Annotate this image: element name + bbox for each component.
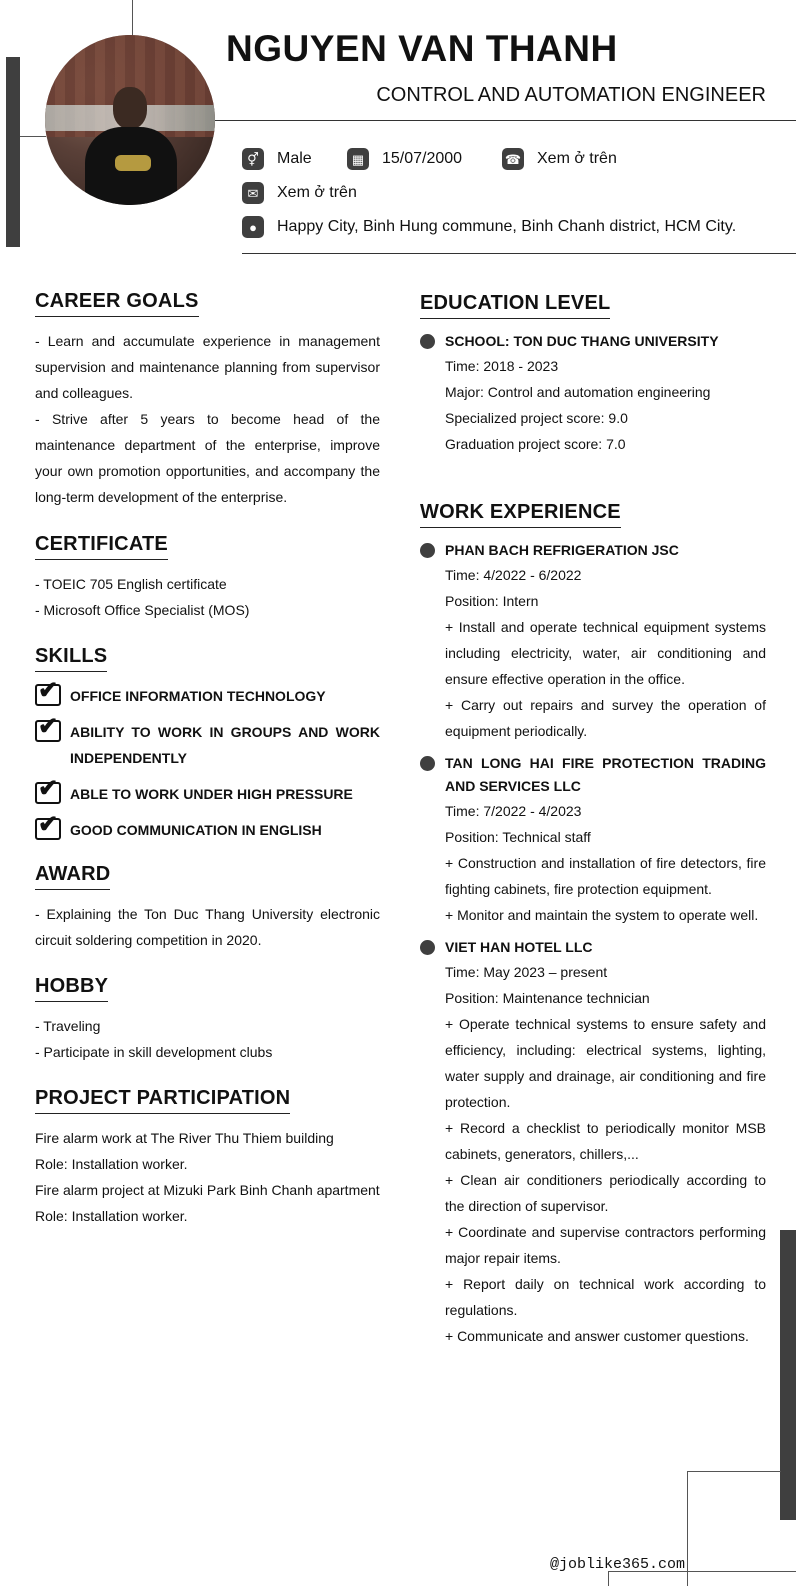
skill-label: ABILITY TO WORK IN GROUPS AND WORK INDEPENDENTLY xyxy=(70,724,380,766)
bullet-icon xyxy=(420,756,435,771)
checkbox-checked-icon: ✔ xyxy=(35,684,61,706)
address-value: Happy City, Binh Hung commune, Binh Chanh district, HCM City. xyxy=(277,218,737,235)
job-time: Time: May 2023 – present xyxy=(445,964,608,980)
hobby-item: - Participate in skill development clubs xyxy=(35,1044,273,1060)
job-time: Time: 4/2022 - 6/2022 xyxy=(445,567,582,583)
skill-label: ABLE TO WORK UNDER HIGH PRESSURE xyxy=(70,786,353,802)
job-position: Position: Technical staff xyxy=(445,829,591,845)
certificate-section xyxy=(35,533,380,623)
bullet-icon xyxy=(420,940,435,955)
watermark: @joblike365.com xyxy=(550,1556,686,1573)
job-duty: + Monitor and maintain the system to operate well. xyxy=(445,907,759,923)
section-title: EDUCATION LEVEL xyxy=(420,292,610,319)
phone-icon: ☎ xyxy=(502,148,524,170)
contact-email xyxy=(242,182,357,204)
company-name: VIET HAN HOTEL LLC xyxy=(445,939,593,955)
education-graduation-score: Graduation project score: 7.0 xyxy=(445,436,626,452)
decorative-frame xyxy=(687,1471,781,1586)
section-title: SKILLS xyxy=(35,645,107,672)
section-title: HOBBY xyxy=(35,975,108,1002)
job-duty: + Operate technical systems to ensure safety and efficiency, including: electrical systems, lighting, water supply and drainage, air conditioning and fire protection. xyxy=(445,1016,766,1110)
job-duty: + Coordinate and supervise contractors performing major repair items. xyxy=(445,1224,766,1266)
job-duty: + Install and operate technical equipment systems including electricity, water, air conditioning and ensure effective operation in the office. xyxy=(445,619,766,687)
project-item: Role: Installation worker. xyxy=(35,1208,188,1224)
right-column xyxy=(420,292,766,1349)
contact-address xyxy=(242,216,736,238)
job-duty: + Clean air conditioners periodically according to the direction of supervisor. xyxy=(445,1172,766,1214)
phone-value: Xem ở trên xyxy=(537,150,617,167)
experience-entry xyxy=(420,539,766,744)
candidate-name: NGUYEN VAN THANH xyxy=(226,28,618,69)
decorative-line xyxy=(132,0,133,36)
contact-gender xyxy=(242,148,312,170)
checkbox-checked-icon: ✔ xyxy=(35,818,61,840)
career-goal-item: - Strive after 5 years to become head of the maintenance department of the enterprise, improve your own promotion opportunities, and accompany the long-term development of the enterprise. xyxy=(35,411,380,505)
checkbox-checked-icon: ✔ xyxy=(35,782,61,804)
section-title: CAREER GOALS xyxy=(35,290,199,317)
school-name: SCHOOL: TON DUC THANG UNIVERSITY xyxy=(445,333,719,349)
location-icon: ● xyxy=(242,216,264,238)
education-project-score: Specialized project score: 9.0 xyxy=(445,410,628,426)
decorative-bar-right xyxy=(780,1230,796,1520)
project-section xyxy=(35,1087,380,1229)
divider xyxy=(242,253,796,254)
bullet-icon xyxy=(420,543,435,558)
section-title: WORK EXPERIENCE xyxy=(420,501,621,528)
education-time: Time: 2018 - 2023 xyxy=(445,358,559,374)
job-position: Position: Intern xyxy=(445,593,539,609)
checkbox-checked-icon: ✔ xyxy=(35,720,61,742)
section-title: AWARD xyxy=(35,863,110,890)
gender-value: Male xyxy=(277,150,312,167)
certificate-item: - TOEIC 705 English certificate xyxy=(35,576,227,592)
hobby-section xyxy=(35,975,380,1065)
project-item: Fire alarm work at The River Thu Thiem building xyxy=(35,1130,334,1146)
skill-label: GOOD COMMUNICATION IN ENGLISH xyxy=(70,822,322,838)
contact-dob xyxy=(347,148,462,170)
job-duty: + Record a checklist to periodically monitor MSB cabinets, generators, chillers,... xyxy=(445,1120,766,1162)
award-section xyxy=(35,863,380,953)
education-entry xyxy=(420,330,766,457)
experience-entry xyxy=(420,752,766,928)
experience-section xyxy=(420,501,766,1349)
decorative-bar-left xyxy=(6,57,20,247)
contact-phone xyxy=(502,148,617,170)
job-position: Position: Maintenance technician xyxy=(445,990,650,1006)
skill-item xyxy=(35,775,380,807)
gender-icon: ⚥ xyxy=(242,148,264,170)
company-name: PHAN BACH REFRIGERATION JSC xyxy=(445,542,679,558)
email-value: Xem ở trên xyxy=(277,184,357,201)
section-title: PROJECT PARTICIPATION xyxy=(35,1087,290,1114)
decorative-line xyxy=(20,136,46,137)
project-item: Fire alarm project at Mizuki Park Binh Chanh apartment xyxy=(35,1182,380,1198)
dob-value: 15/07/2000 xyxy=(382,150,463,167)
job-time: Time: 7/2022 - 4/2023 xyxy=(445,803,582,819)
project-item: Role: Installation worker. xyxy=(35,1156,188,1172)
job-duty: + Carry out repairs and survey the operation of equipment periodically. xyxy=(445,697,766,739)
skill-item xyxy=(35,677,380,709)
job-duty: + Construction and installation of fire detectors, fire fighting cabinets, fire protection equipment. xyxy=(445,855,766,897)
job-duty: + Report daily on technical work according to regulations. xyxy=(445,1276,766,1318)
career-goal-item: - Learn and accumulate experience in management supervision and maintenance planning from supervisor and colleagues. xyxy=(35,333,380,401)
left-column xyxy=(35,290,380,1229)
company-name: TAN LONG HAI FIRE PROTECTION TRADING AND SERVICES LLC xyxy=(445,755,766,794)
section-title: CERTIFICATE xyxy=(35,533,168,560)
profile-photo xyxy=(45,35,215,205)
hobby-item: - Traveling xyxy=(35,1018,101,1034)
job-title: CONTROL AND AUTOMATION ENGINEER xyxy=(376,84,766,106)
calendar-icon: ▦ xyxy=(347,148,369,170)
divider xyxy=(215,120,796,121)
education-section xyxy=(420,292,766,457)
award-item: - Explaining the Ton Duc Thang University electronic circuit soldering competition in 2020. xyxy=(35,906,380,948)
bullet-icon xyxy=(420,334,435,349)
experience-entry xyxy=(420,936,766,1349)
certificate-item: - Microsoft Office Specialist (MOS) xyxy=(35,602,250,618)
skills-section xyxy=(35,645,380,843)
skill-label: OFFICE INFORMATION TECHNOLOGY xyxy=(70,688,326,704)
skill-item xyxy=(35,713,380,771)
career-goals-section xyxy=(35,290,380,510)
skill-item xyxy=(35,811,380,843)
decorative-line xyxy=(608,1571,609,1586)
education-major: Major: Control and automation engineering xyxy=(445,384,711,400)
job-duty: + Communicate and answer customer questions. xyxy=(445,1328,749,1344)
email-icon: ✉ xyxy=(242,182,264,204)
